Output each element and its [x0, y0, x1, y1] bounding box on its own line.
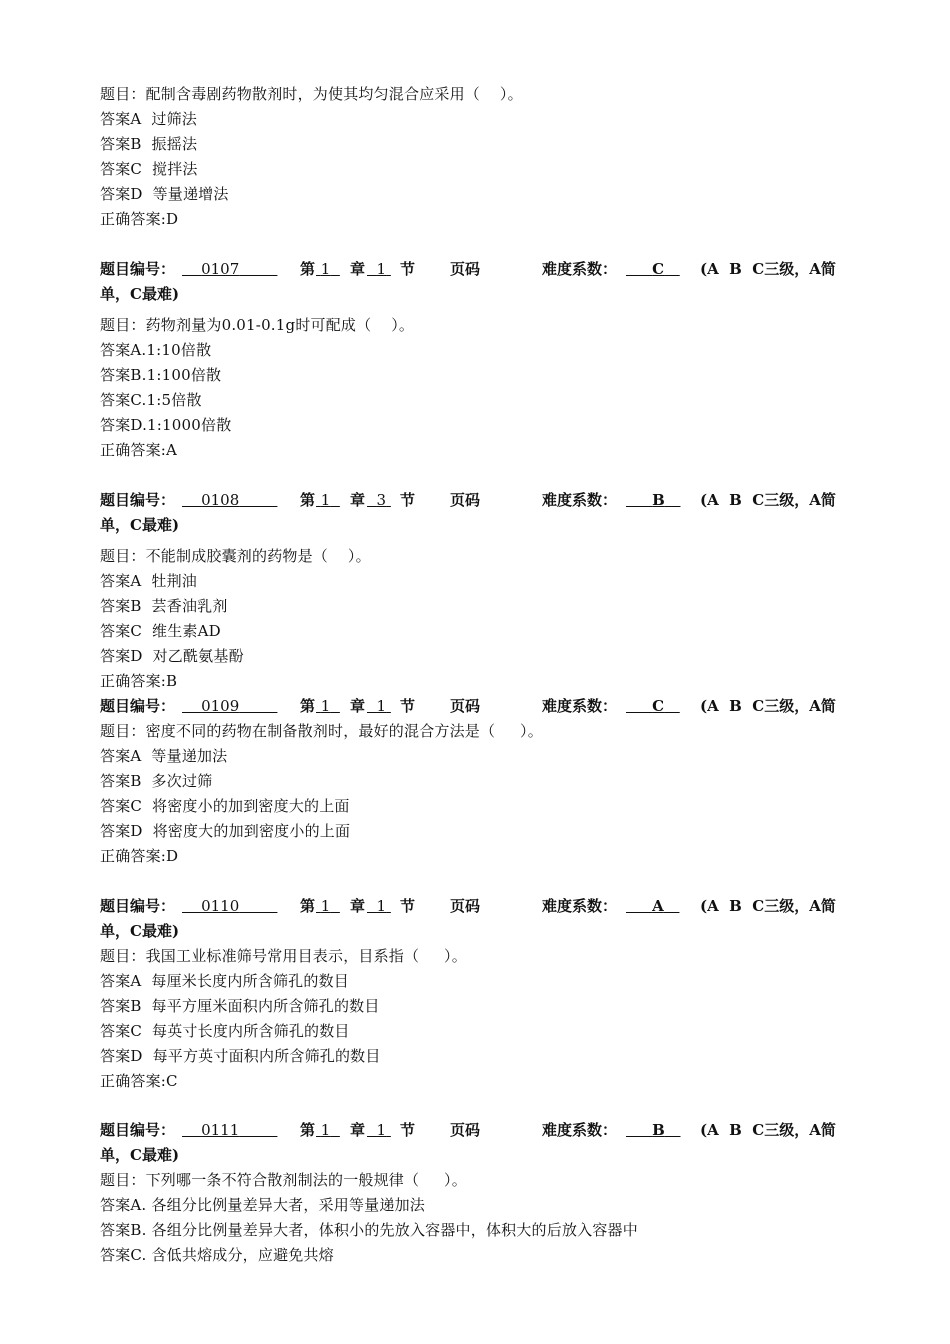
- option-c: 答案C 每英寸长度内所含筛孔的数目: [100, 1022, 350, 1040]
- correct-answer: 正确答案:D: [100, 847, 179, 865]
- option-d: 答案D.1:1000倍散: [100, 416, 232, 434]
- difficulty-value: C: [652, 697, 665, 715]
- chapter-number: 1: [320, 697, 331, 715]
- option-a: 答案A 过筛法: [100, 110, 197, 128]
- chapter-number: 1: [320, 897, 331, 915]
- question-text: 题目：配制含毒剧药物散剂时，为使其均匀混合应采用（ ）。: [100, 85, 523, 103]
- option-a: 答案A. 各组分比例量差异大者，采用等量递加法: [100, 1196, 425, 1214]
- question-text: 题目：我国工业标准筛号常用目表示，目系指（ ）。: [100, 947, 467, 965]
- option-b: 答案B 多次过筛: [100, 772, 213, 790]
- option-a: 答案A 每厘米长度内所含筛孔的数目: [100, 972, 349, 990]
- option-d: 答案D 等量递增法: [100, 185, 229, 203]
- correct-answer: 正确答案:C: [100, 1072, 178, 1090]
- question-id: 0109: [201, 697, 240, 715]
- difficulty-scale-cont: 单，C最难): [100, 1146, 180, 1164]
- difficulty-value: A: [652, 897, 664, 915]
- difficulty-scale-cont: 单，C最难): [100, 516, 180, 534]
- option-b: 答案B 每平方厘米面积内所含筛孔的数目: [100, 997, 380, 1015]
- section-number: 1: [376, 897, 387, 915]
- option-d: 答案D 对乙酰氨基酚: [100, 647, 244, 665]
- option-c: 答案C. 含低共熔成分，应避免共熔: [100, 1246, 334, 1264]
- correct-answer: 正确答案:A: [100, 441, 178, 459]
- section-number: 1: [376, 260, 387, 278]
- id-label: 题目编号：: [100, 260, 176, 278]
- correct-answer: 正确答案:D: [100, 210, 179, 228]
- option-c: 答案C.1:5倍散: [100, 391, 202, 409]
- question-id: 0107: [201, 260, 240, 278]
- option-a: 答案A 牡荆油: [100, 572, 197, 590]
- difficulty-value: C: [652, 260, 665, 278]
- option-c: 答案C 维生素AD: [100, 622, 221, 640]
- question-text: 题目：药物剂量为0.01-0.1g时可配成（ ）。: [100, 316, 415, 334]
- option-a: 答案A.1:10倍散: [100, 341, 212, 359]
- section-number: 1: [376, 697, 387, 715]
- chapter-number: 1: [320, 491, 331, 509]
- correct-answer: 正确答案:B: [100, 672, 178, 690]
- option-d: 答案D 每平方英寸面积内所含筛孔的数目: [100, 1047, 381, 1065]
- section-number: 3: [376, 491, 387, 509]
- option-c: 答案C 搅拌法: [100, 160, 198, 178]
- difficulty-scale-cont: 单，C最难): [100, 922, 180, 940]
- difficulty-value: B: [652, 1121, 665, 1139]
- question-text: 题目：不能制成胶囊剂的药物是（ ）。: [100, 547, 371, 565]
- difficulty-value: B: [652, 491, 665, 509]
- question-text: 题目：密度不同的药物在制备散剂时，最好的混合方法是（ ）。: [100, 722, 543, 740]
- question-id: 0110: [201, 897, 240, 915]
- option-c: 答案C 将密度小的加到密度大的上面: [100, 797, 350, 815]
- option-b: 答案B 振摇法: [100, 135, 198, 153]
- option-a: 答案A 等量递加法: [100, 747, 228, 765]
- difficulty-scale-cont: 单，C最难): [100, 285, 180, 303]
- option-b: 答案B.1:100倍散: [100, 366, 222, 384]
- chapter-number: 1: [320, 260, 331, 278]
- option-b: 答案B. 各组分比例量差异大者，体积小的先放入容器中，体积大的后放入容器中: [100, 1221, 638, 1239]
- option-d: 答案D 将密度大的加到密度小的上面: [100, 822, 351, 840]
- section-number: 1: [376, 1121, 387, 1139]
- option-b: 答案B 芸香油乳剂: [100, 597, 228, 615]
- question-id: 0111: [201, 1121, 240, 1139]
- question-text: 题目：下列哪一条不符合散剂制法的一般规律（ ）。: [100, 1171, 467, 1189]
- chapter-number: 1: [320, 1121, 331, 1139]
- question-id: 0108: [201, 491, 240, 509]
